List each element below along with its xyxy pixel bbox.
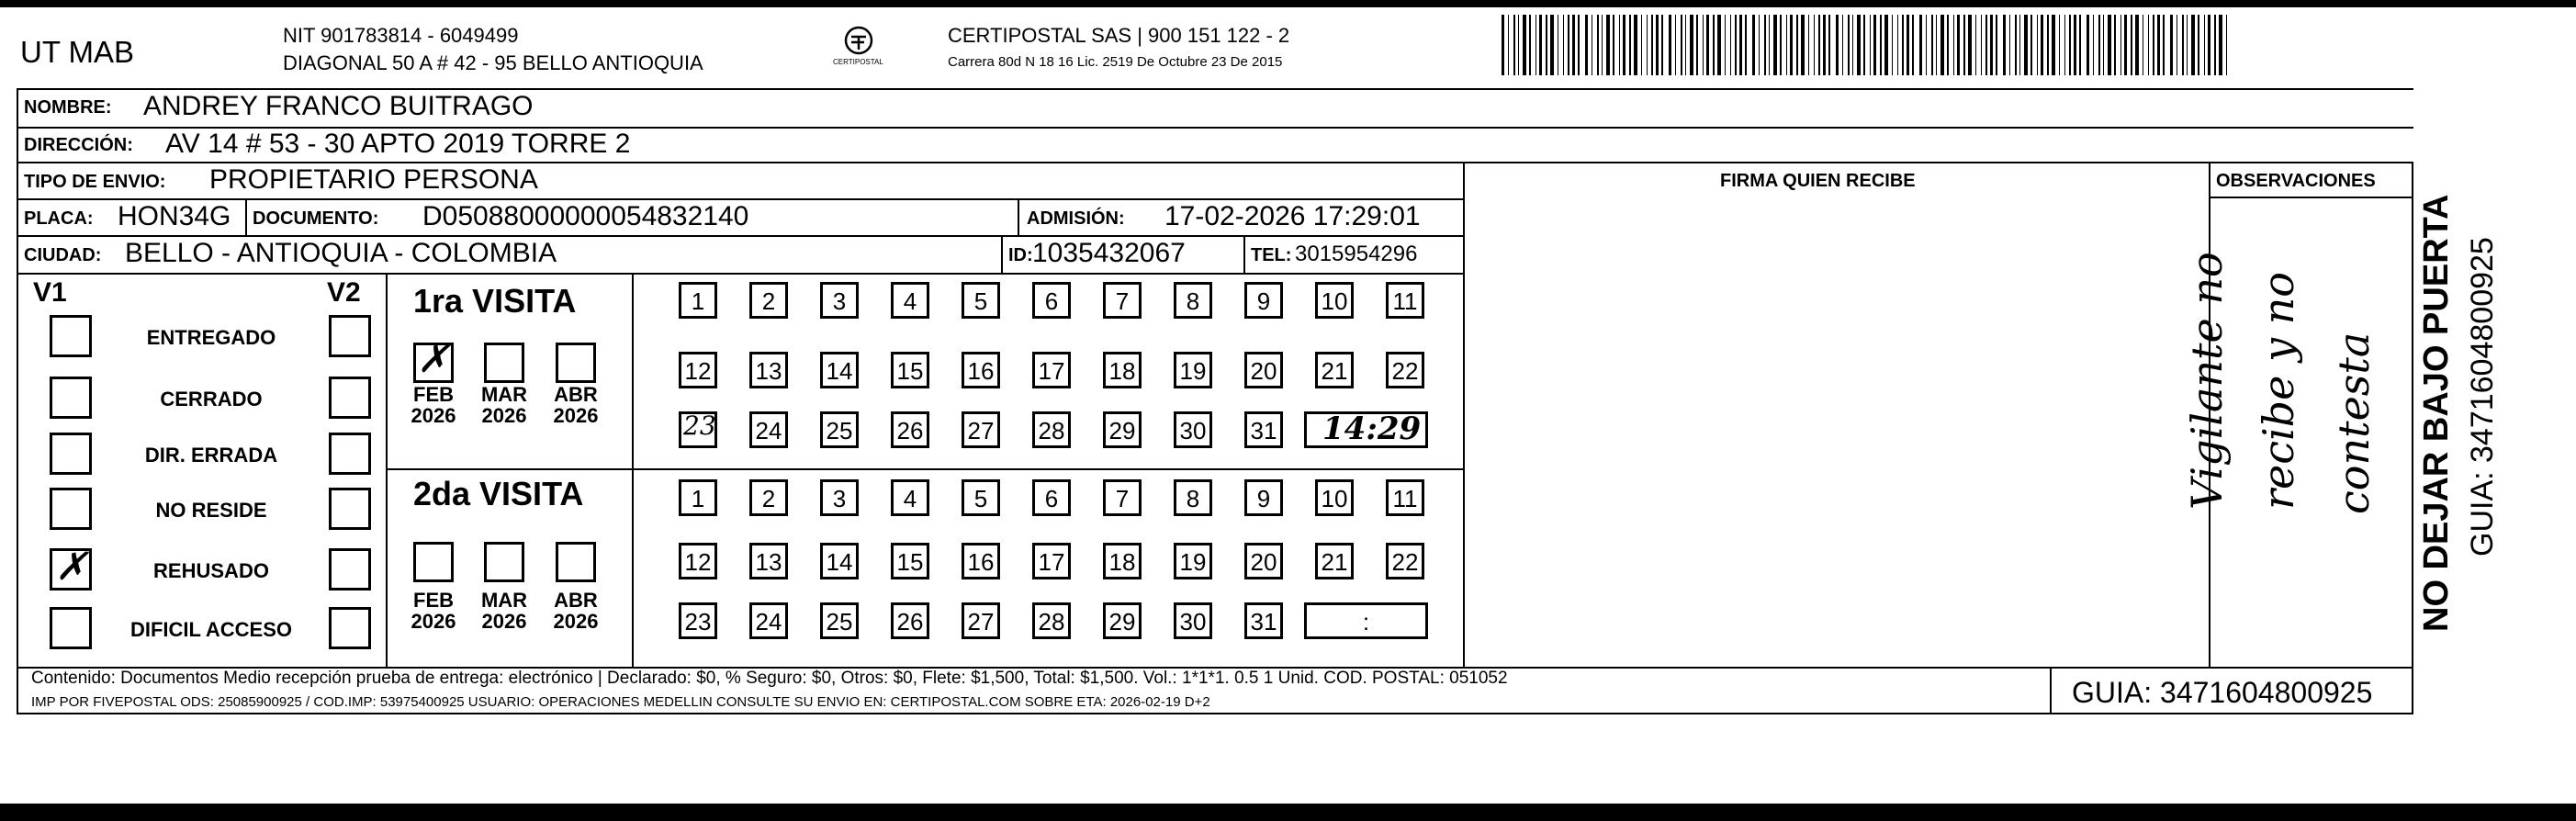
second-visit-title: 2da VISITA <box>413 475 584 512</box>
barcode-bar <box>2003 15 2006 75</box>
day-box[interactable]: 13 <box>749 352 788 388</box>
barcode-bar <box>1578 15 1580 75</box>
observation-handwritten-3: contesta <box>2329 332 2379 514</box>
month-label: ABR 2026 <box>553 589 599 634</box>
barcode-bar <box>1892 15 1893 75</box>
barcode-bar <box>1801 15 1805 75</box>
status-label: ENTREGADO <box>146 326 276 349</box>
frame-top-line <box>17 88 2413 90</box>
barcode-bar <box>1752 15 1755 75</box>
barcode-bar <box>1730 15 1731 75</box>
barcode-bar <box>1641 15 1642 75</box>
day-box[interactable]: 6 <box>1032 479 1071 516</box>
day-box[interactable]: 28 <box>1032 411 1071 448</box>
barcode-bar <box>2064 15 2065 75</box>
barcode-bar <box>2074 15 2076 75</box>
barcode-bar <box>1931 15 1933 75</box>
tel-value: 3015954296 <box>1295 242 1418 266</box>
barcode-bar <box>1957 15 1960 75</box>
barcode-bar <box>2093 15 2094 75</box>
barcode-bar <box>1634 15 1637 75</box>
carrier-name: CERTIPOSTAL SAS | 900 151 122 - 2 <box>948 24 1290 47</box>
handwritten-time: 14:29 <box>1322 410 1422 447</box>
id-divider <box>1001 235 1003 273</box>
barcode-bar <box>1790 15 1793 75</box>
barcode-bar <box>2047 15 2049 75</box>
barcode-bar <box>1796 15 1798 75</box>
barcode-bar <box>1842 15 1843 75</box>
day-box[interactable]: 11 <box>1386 282 1424 319</box>
id-value: 1035432067 <box>1032 238 1186 268</box>
barcode-bar <box>1902 15 1904 75</box>
barcode-bar <box>2191 15 2195 75</box>
v2-header: V2 <box>327 277 361 308</box>
barcode-bar <box>1518 15 1519 75</box>
certipostal-logo <box>831 22 886 77</box>
side-guide-number: GUIA: 3471604800925 <box>2465 237 2500 557</box>
barcode-bar <box>1502 15 1504 75</box>
barcode-bar <box>1975 15 1976 75</box>
barcode-bar <box>2131 15 2132 75</box>
barcode-bar <box>1745 15 1747 75</box>
day-box[interactable]: 20 <box>1244 352 1283 388</box>
barcode-bar <box>1764 15 1766 75</box>
barcode-bar <box>2148 15 2149 75</box>
barcode-bar <box>1725 15 1726 75</box>
time-box[interactable]: : <box>1304 602 1428 639</box>
signature-left-line <box>1463 162 1465 669</box>
month-checkbox-visit1-2[interactable] <box>484 343 524 383</box>
barcode-bar <box>1563 15 1564 75</box>
day-box[interactable]: 2 <box>749 282 788 319</box>
barcode-bar <box>1818 15 1820 75</box>
barcode-bar <box>1880 15 1882 75</box>
barcode-bar <box>2226 15 2227 75</box>
barcode-bar <box>1597 15 1599 75</box>
barcode-bar <box>1963 15 1965 75</box>
admission-label: ADMISIÓN: <box>1027 208 1125 229</box>
v1-checkbox-6[interactable] <box>50 607 92 649</box>
day-box[interactable]: 9 <box>1244 479 1283 516</box>
barcode-bar <box>2098 15 2100 75</box>
barcode-bar <box>1513 15 1515 75</box>
day-box[interactable]: 12 <box>679 543 717 579</box>
barcode-bar <box>1786 15 1787 75</box>
barcode-bar <box>2153 15 2154 75</box>
barcode-bar <box>1685 15 1686 75</box>
status-right-line <box>386 273 388 669</box>
barcode-bar <box>2069 15 2071 75</box>
first-visit-title: 1ra VISITA <box>413 282 577 320</box>
name-label: NOMBRE: <box>24 97 112 118</box>
footer-printed-by: IMP POR FIVEPOSTAL ODS: 25085900925 / COD.IMP: 53975400925 USUARIO: OPERACIONES MEDELLIN CONSULTE SU ENVIO EN: CERTIPOSTAL.COM SOBRE ETA: 2026-02-19 D+2 <box>31 694 1210 710</box>
plate-divider <box>245 198 247 235</box>
city-value: BELLO - ANTIOQUIA - COLOMBIA <box>125 238 557 268</box>
day-box[interactable]: 10 <box>1315 479 1354 516</box>
day-box[interactable]: 1 <box>679 282 717 319</box>
barcode-bar <box>2041 15 2043 75</box>
day-box[interactable]: 21 <box>1315 543 1354 579</box>
barcode-bar <box>1550 15 1554 75</box>
day-box[interactable]: 6 <box>1032 282 1071 319</box>
v1-checkbox-4[interactable] <box>50 488 92 530</box>
month-label: MAR 2026 <box>480 383 528 428</box>
sender-address: DIAGONAL 50 A # 42 - 95 BELLO ANTIOQUIA <box>283 51 703 74</box>
v1-header: V1 <box>33 277 67 308</box>
barcode-bar <box>1539 15 1542 75</box>
handwritten-day: 23 <box>683 410 716 441</box>
barcode-bar <box>1769 15 1770 75</box>
barcode-bar <box>1940 15 1944 75</box>
shipment-type: PROPIETARIO PERSONA <box>209 164 538 195</box>
barcode-bar <box>1690 15 1693 75</box>
months-right-line <box>632 273 634 669</box>
barcode-bar <box>1706 15 1709 75</box>
barcode-bar <box>2208 15 2210 75</box>
day-box[interactable]: 4 <box>891 479 929 516</box>
status-label: DIR. ERRADA <box>144 444 278 467</box>
type-label: TIPO DE ENVIO: <box>24 172 166 192</box>
barcode-bar <box>1780 15 1782 75</box>
observation-handwritten-1: Vigilante no <box>2182 252 2232 510</box>
barcode-bar <box>1568 15 1569 75</box>
day-box[interactable]: 22 <box>1386 543 1424 579</box>
barcode-bar <box>1981 15 1982 75</box>
barcode-bar <box>2009 15 2010 75</box>
day-box[interactable]: 4 <box>891 282 929 319</box>
barcode-bar <box>1808 15 1809 75</box>
barcode-bar <box>1873 15 1876 75</box>
admission-value: 17-02-2026 17:29:01 <box>1164 201 1421 231</box>
barcode-bar <box>1953 15 1954 75</box>
sender-company: UT MAB <box>20 35 135 69</box>
barcode-bar <box>1681 15 1682 75</box>
barcode-bar <box>1623 15 1625 75</box>
barcode-bar <box>1848 15 1850 75</box>
document-value: D05088000000054832140 <box>422 201 749 231</box>
v2-checkbox-1[interactable] <box>329 315 371 357</box>
barcode-bar <box>1656 15 1659 75</box>
visit-divider-line <box>386 468 1463 470</box>
v1-checkbox-2[interactable] <box>50 377 92 419</box>
day-box[interactable]: 24 <box>749 602 788 639</box>
barcode-bar <box>1602 15 1603 75</box>
day-box[interactable]: 24 <box>749 411 788 448</box>
observations-header-line <box>2209 197 2413 198</box>
plate-label: PLACA: <box>24 208 94 229</box>
barcode-bar <box>1572 15 1575 75</box>
barcode-bar <box>1852 15 1853 75</box>
day-box[interactable]: 14 <box>820 352 859 388</box>
barcode-bar <box>1773 15 1777 75</box>
day-box[interactable]: 29 <box>1103 602 1142 639</box>
barcode-bar <box>1735 15 1737 75</box>
day-box[interactable]: 29 <box>1103 411 1142 448</box>
day-box[interactable]: 19 <box>1174 543 1212 579</box>
barcode-bar <box>1912 15 1914 75</box>
day-box[interactable]: 20 <box>1244 543 1283 579</box>
barcode-bar <box>2037 15 2038 75</box>
barcode-bar <box>1985 15 1987 75</box>
v2-checkbox-6[interactable] <box>329 607 371 649</box>
barcode-bar <box>2108 15 2111 75</box>
barcode-bar <box>1535 15 1536 75</box>
barcode-bar <box>2170 15 2173 75</box>
barcode-bar <box>1996 15 1997 75</box>
status-label: NO RESIDE <box>155 499 267 522</box>
barcode-bar <box>1968 15 1972 75</box>
barcode-bar <box>1508 15 1509 75</box>
day-box[interactable]: 7 <box>1103 282 1142 319</box>
document-label: DOCUMENTO: <box>253 208 379 229</box>
month-checkbox-visit1-3[interactable] <box>556 343 596 383</box>
footer-guide-divider <box>2050 667 2052 714</box>
sender-nit: NIT 901783814 - 6049499 <box>283 24 519 47</box>
row-line-2 <box>17 162 2413 163</box>
month-label: FEB 2026 <box>411 383 456 428</box>
barcode-bar <box>2114 15 2116 75</box>
day-box[interactable]: 7 <box>1103 479 1142 516</box>
month-checkbox-visit2-1[interactable] <box>413 542 454 582</box>
row-line-5 <box>17 273 1463 275</box>
barcode-bar <box>2024 15 2028 75</box>
day-box[interactable]: 3 <box>820 479 859 516</box>
v2-checkbox-3[interactable] <box>329 433 371 475</box>
barcode <box>1502 15 2232 75</box>
frame-right-line <box>2412 163 2413 714</box>
day-box[interactable]: 19 <box>1174 352 1212 388</box>
barcode-bar <box>1870 15 1871 75</box>
barcode-bar <box>2204 15 2205 75</box>
barcode-bar <box>1629 15 1631 75</box>
month-checkbox-visit2-2[interactable] <box>484 542 524 582</box>
day-box[interactable]: 12 <box>679 352 717 388</box>
barcode-bar <box>1990 15 1993 75</box>
day-box[interactable]: 21 <box>1315 352 1354 388</box>
day-box[interactable]: 23 <box>679 602 717 639</box>
barcode-bar <box>1759 15 1760 75</box>
day-box[interactable]: 5 <box>962 282 1000 319</box>
barcode-bar <box>1919 15 1922 75</box>
barcode-bar <box>2103 15 2104 75</box>
month-check-mark: ✗ <box>417 336 450 381</box>
month-checkbox-visit2-3[interactable] <box>556 542 596 582</box>
day-box[interactable]: 16 <box>962 352 1000 388</box>
day-box[interactable]: 16 <box>962 543 1000 579</box>
status-label: CERRADO <box>160 388 263 410</box>
bottom-border-band <box>0 804 2576 821</box>
id-label: ID: <box>1008 245 1033 265</box>
barcode-bar <box>2015 15 2017 75</box>
barcode-bar <box>2182 15 2184 75</box>
barcode-bar <box>1546 15 1547 75</box>
barcode-bar <box>1836 15 1839 75</box>
barcode-bar <box>1926 15 1927 75</box>
v2-checkbox-2[interactable] <box>329 377 371 419</box>
day-box[interactable]: 26 <box>891 602 929 639</box>
carrier-license: Carrera 80d N 18 16 Lic. 2519 De Octubre 23 De 2015 <box>948 54 1283 70</box>
barcode-bar <box>1696 15 1698 75</box>
v1-checkbox-3[interactable] <box>50 433 92 475</box>
barcode-bar <box>1703 15 1704 75</box>
v2-checkbox-5[interactable] <box>329 548 371 590</box>
barcode-bar <box>1936 15 1937 75</box>
tel-divider <box>1243 235 1245 273</box>
day-box[interactable]: 30 <box>1174 602 1212 639</box>
barcode-bar <box>1814 15 1815 75</box>
frame-bottom-line <box>17 713 2413 714</box>
day-box[interactable]: 11 <box>1386 479 1424 516</box>
barcode-bar <box>1863 15 1865 75</box>
barcode-bar <box>2079 15 2081 75</box>
barcode-bar <box>2059 15 2060 75</box>
barcode-bar <box>1897 15 1898 75</box>
observation-handwritten-2: recibe y no <box>2254 272 2303 510</box>
no-under-door-warning: NO DEJAR BAJO PUERTA <box>2417 194 2456 632</box>
barcode-bar <box>1647 15 1648 75</box>
barcode-bar <box>1606 15 1610 75</box>
recipient-name: ANDREY FRANCO BUITRAGO <box>143 91 534 121</box>
v2-checkbox-4[interactable] <box>329 488 371 530</box>
barcode-bar <box>1713 15 1715 75</box>
frame-left-line <box>17 88 18 714</box>
barcode-bar <box>1884 15 1888 75</box>
barcode-bar <box>1717 15 1721 75</box>
day-box[interactable]: 3 <box>820 282 859 319</box>
signature-header: FIRMA QUIEN RECIBE <box>1720 171 1916 191</box>
status-label: DIFICIL ACCESO <box>129 618 292 641</box>
admission-divider <box>1018 198 1019 235</box>
logo-text: CERTIPOSTAL <box>833 58 883 66</box>
day-box[interactable]: 31 <box>1244 602 1283 639</box>
day-box[interactable]: 15 <box>891 543 929 579</box>
day-box[interactable]: 25 <box>820 411 859 448</box>
month-label: MAR 2026 <box>480 589 528 634</box>
address-label: DIRECCIÓN: <box>24 135 133 155</box>
day-box[interactable]: 28 <box>1032 602 1071 639</box>
barcode-bar <box>2219 15 2222 75</box>
top-border-band <box>0 0 2576 7</box>
row-line-3 <box>17 198 1463 200</box>
day-box[interactable]: 9 <box>1244 282 1283 319</box>
day-box[interactable]: 18 <box>1103 352 1142 388</box>
barcode-bar <box>2120 15 2121 75</box>
month-label: FEB 2026 <box>411 589 456 634</box>
barcode-bar <box>2030 15 2032 75</box>
city-label: CIUDAD: <box>24 245 102 265</box>
barcode-bar <box>1613 15 1614 75</box>
day-box[interactable]: 22 <box>1386 352 1424 388</box>
barcode-bar <box>2124 15 2127 75</box>
barcode-bar <box>1651 15 1653 75</box>
barcode-bar <box>1947 15 1949 75</box>
day-box[interactable]: 27 <box>962 411 1000 448</box>
month-label: ABR 2026 <box>553 383 599 428</box>
footer-guide: GUIA: 3471604800925 <box>2072 676 2373 709</box>
barcode-bar <box>1675 15 1676 75</box>
tel-label: TEL: <box>1251 245 1292 265</box>
barcode-bar <box>2187 15 2188 75</box>
check-mark: ✗ <box>55 544 88 589</box>
day-box[interactable]: 8 <box>1174 282 1212 319</box>
barcode-bar <box>1661 15 1663 75</box>
day-box[interactable]: 26 <box>891 411 929 448</box>
day-box[interactable]: 8 <box>1174 479 1212 516</box>
day-box[interactable]: 1 <box>679 479 717 516</box>
day-box[interactable]: 31 <box>1244 411 1283 448</box>
day-box[interactable]: 17 <box>1032 352 1071 388</box>
row-line-4 <box>17 235 1463 237</box>
day-box[interactable]: 18 <box>1103 543 1142 579</box>
day-box[interactable]: 17 <box>1032 543 1071 579</box>
barcode-bar <box>1585 15 1588 75</box>
status-label: REHUSADO <box>153 559 269 582</box>
barcode-bar <box>1823 15 1826 75</box>
barcode-bar <box>1907 15 1909 75</box>
day-box[interactable]: 2 <box>749 479 788 516</box>
day-box[interactable]: 14 <box>820 543 859 579</box>
barcode-bar <box>2087 15 2089 75</box>
day-box[interactable]: 30 <box>1174 411 1212 448</box>
day-box[interactable]: 25 <box>820 602 859 639</box>
barcode-bar <box>2019 15 2020 75</box>
day-box[interactable]: 13 <box>749 543 788 579</box>
barcode-bar <box>2157 15 2160 75</box>
day-box[interactable]: 5 <box>962 479 1000 516</box>
footer-content: Contenido: Documentos Medio recepción prueba de entrega: electrónico | Declarado: $0, % Seguro: $0, Otros: $0, Flete: $1,500, Total: $1,500. Vol.: 1*1*1. 0.5 1 Unid. COD. POSTAL: 051052 <box>31 669 1508 688</box>
barcode-bar <box>1529 15 1531 75</box>
plate-value: HON34G <box>118 201 231 231</box>
barcode-bar <box>1739 15 1742 75</box>
barcode-bar <box>1669 15 1671 75</box>
barcode-bar <box>1828 15 1830 75</box>
observations-header: OBSERVACIONES <box>2216 171 2376 191</box>
day-box[interactable]: 10 <box>1315 282 1354 319</box>
barcode-bar <box>2163 15 2165 75</box>
barcode-bar <box>2214 15 2216 75</box>
barcode-bar <box>1857 15 1861 75</box>
day-box[interactable]: 15 <box>891 352 929 388</box>
barcode-bar <box>2198 15 2199 75</box>
barcode-bar <box>2135 15 2139 75</box>
recipient-address: AV 14 # 53 - 30 APTO 2019 TORRE 2 <box>165 129 631 159</box>
day-box[interactable]: 27 <box>962 602 1000 639</box>
v1-checkbox-1[interactable] <box>50 315 92 357</box>
barcode-bar <box>1523 15 1526 75</box>
barcode-bar <box>1619 15 1620 75</box>
barcode-bar <box>2052 15 2055 75</box>
